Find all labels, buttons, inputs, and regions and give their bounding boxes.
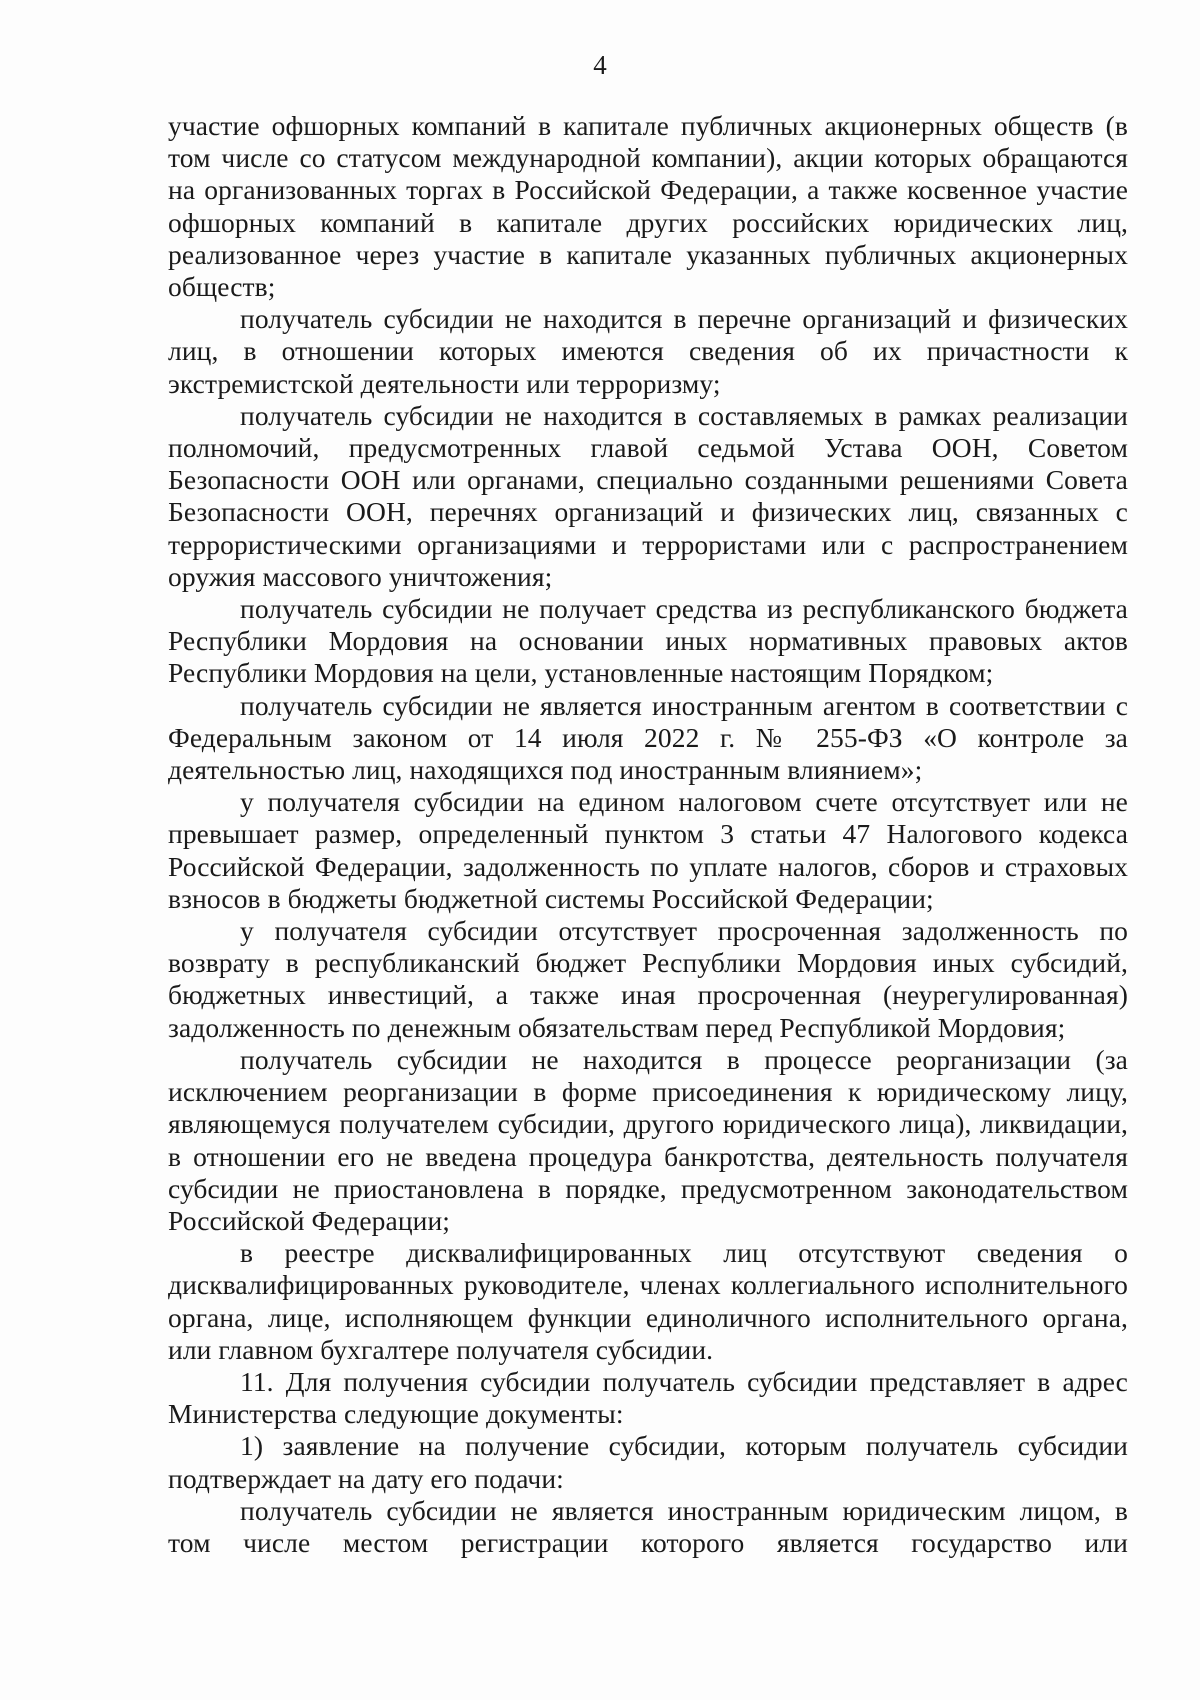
page-number: 4 [593, 50, 607, 80]
paragraph: получатель субсидии не находится в составляемых в рамках реализации полномочий, предусмотренных главой седьмой Устава ООН, Советом Безопасности ООН или органами, специально созданными решениями Совета Безопасности ООН, перечнях организаций и физических лиц, связанных с террористическими организациями и террористами или с распространением оружия массового уничтожения; [168, 399, 1128, 592]
paragraph: в реестре дисквалифицированных лиц отсутствуют сведения о дисквалифицированных руководителе, членах коллегиального исполнительного органа, лице, исполняющем функции единоличного исполнительного органа, или главном бухгалтере получателя субсидии. [168, 1237, 1128, 1365]
paragraph: участие офшорных компаний в капитале публичных акционерных обществ (в том числе со статусом международной компании), акции которых обращаются на организованных торгах в Российской Федерации, а также косвенное участие офшорных компаний в капитале других российских юридических лиц, реализованное через участие в капитале указанных публичных акционерных обществ; [168, 110, 1128, 303]
document-body [168, 110, 1128, 1559]
paragraph: получатель субсидии не получает средства из республиканского бюджета Республики Мордовия на основании иных нормативных правовых актов Республики Мордовия на цели, установленные настоящим Порядком; [168, 593, 1128, 689]
paragraph: получатель субсидии не находится в процессе реорганизации (за исключением реорганизации в форме присоединения к юридическому лицу, являющемуся получателем субсидии, другого юридического лица), ликвидации, в отношении его не введена процедура банкротства, деятельность получателя субсидии не приостановлена в порядке, предусмотренном законодательством Российской Федерации; [168, 1043, 1128, 1236]
paragraph: у получателя субсидии на едином налоговом счете отсутствует или не превышает размер, определенный пунктом 3 статьи 47 Налогового кодекса Российской Федерации, задолженность по уплате налогов, сборов и страховых взносов в бюджеты бюджетной системы Российской Федерации; [168, 786, 1128, 914]
list-item-paragraph: 1) заявление на получение субсидии, которым получатель субсидии подтверждает на дату его подачи: [168, 1430, 1128, 1494]
section-paragraph: 11. Для получения субсидии получатель субсидии представляет в адрес Министерства следующие документы: [168, 1365, 1128, 1430]
paragraph: получатель субсидии не находится в перечне организаций и физических лиц, в отношении которых имеются сведения об их причастности к экстремистской деятельности или терроризму; [168, 303, 1128, 399]
paragraph: у получателя субсидии отсутствует просроченная задолженность по возврату в республиканский бюджет Республики Мордовия иных субсидий, бюджетных инвестиций, а также иная просроченная (неурегулированная) задолженность по денежным обязательствам перед Республикой Мордовия; [168, 915, 1128, 1043]
paragraph: получатель субсидии не является иностранным юридическим лицом, в том числе местом регистрации которого является государство или [168, 1494, 1128, 1558]
paragraph: получатель субсидии не является иностранным агентом в соответствии с Федеральным законом от 14 июля 2022 г. № 255-ФЗ «О контроле за деятельностью лиц, находящихся под иностранным влиянием»; [168, 689, 1128, 786]
